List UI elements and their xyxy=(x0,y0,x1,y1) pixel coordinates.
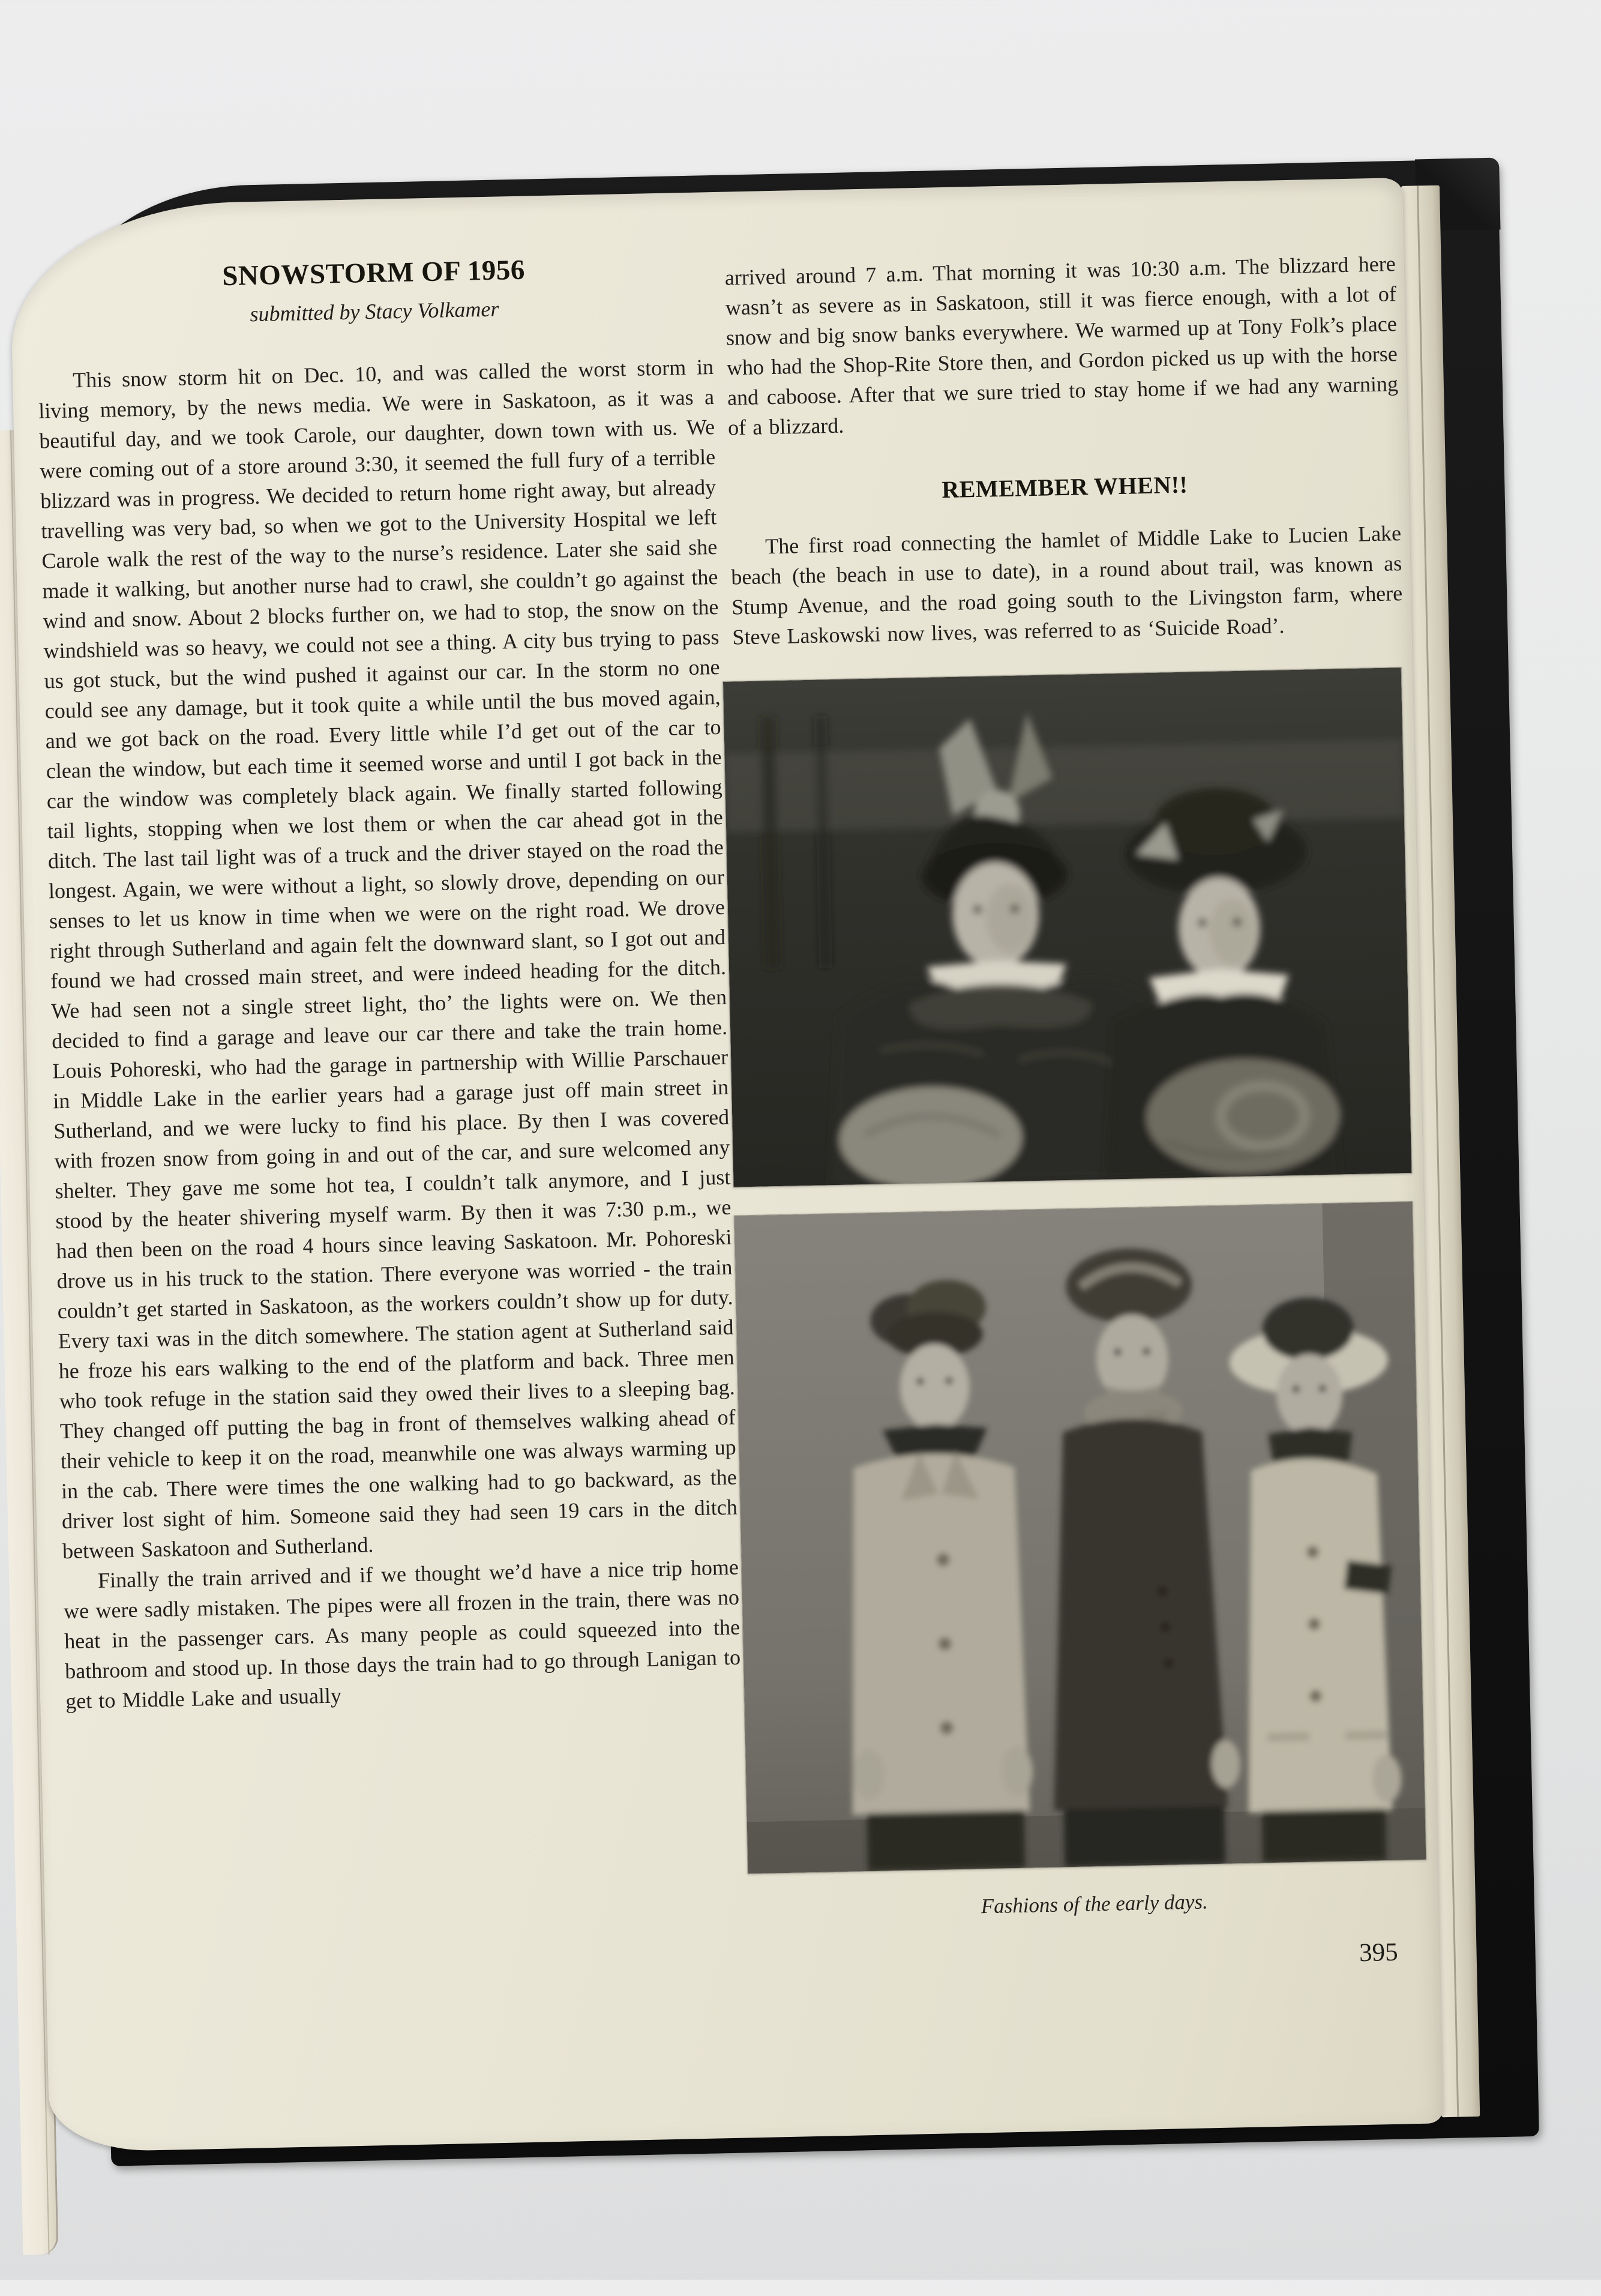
left-column xyxy=(35,250,741,1716)
book-page xyxy=(9,178,1443,2153)
right-column xyxy=(724,249,1431,1980)
photo-caption: Fashions of the early days. xyxy=(981,1890,1209,1918)
two-women-fur-coats-photo xyxy=(722,667,1412,1188)
byline: submitted by Stacy Volkamer xyxy=(250,297,499,327)
three-women-coats-photo xyxy=(734,1201,1427,1874)
body-paragraph: Finally the train arrived and if we thought we’d have a nice trip home we were sadly mistaken. The pipes were all frozen in the train, there was no heat in the passenger cars. As many people as could squeezed into the bathroom and stood up. In those days the train had to go through Lanigan to get to Middle Lake and usually xyxy=(63,1555,741,1714)
section-heading: REMEMBER WHEN!! xyxy=(941,471,1188,504)
body-paragraph: The first road connecting the hamlet of Middle Lake to Lucien Lake beach (the beach in use to date), in a round about trail, was known as Stump Avenue, and the road going south to the Livingston farm, where Steve Laskowski now lives, was referred to as ‘Suicide Road’. xyxy=(730,521,1403,649)
page-number: 395 xyxy=(1359,1938,1399,1968)
body-paragraph-continuation: arrived around 7 a.m. That morning it was 10:30 a.m. The blizzard here wasn’t as severe as in Saskatoon, still it was fierce enough, with a lot of snow and big snow banks everywhere. We warmed up at Tony Folk’s place who had the Shop-Rite Store then, and Gordon picked us up with the horse and caboose. After that we sure tried to stay home if we had any warning of a blizzard. xyxy=(724,252,1399,440)
page-title: SNOWSTORM OF 1956 xyxy=(221,254,526,292)
body-paragraph: This snow storm hit on Dec. 10, and was called the worst storm in living memory, by the news media. We were in Saskatoon, as it was a beautiful day, and we took Carole, our daughter, down town with us. We were coming out of a store around 3:30, it seemed the full fury of a terrible blizzard was in progress. We decided to return home right away, but already travelling was very bad, so when we got to the University Hospital we left Carole walk the rest of the way to the nurse’s residence. Later she said she made it walking, but another nurse had to crawl, she couldn’t go against the wind and snow. About 2 blocks further on, we had to stop, the snow on the windshield was so heavy, we could not see a thing. A city bus trying to pass us got stuck, but the wind pushed it against our car. In the storm no one could see any damage, but it took quite a while until the bus moved again, and we got back on the road. Every little while I’d get out of the car to clean the window, but each time it seemed worse and until I got back in the car the window was completely black again. We finally started following tail lights, stopping when we lost them or when the car ahead got in the ditch. The last tail light was of a truck and the driver stayed on the road the longest. Again, we were without a light, so slowly drove, depending on our senses to let us know in time when we were on the right road. We drove right through Sutherland and again felt the downward slant, so I got out and found we had crossed main street, and were indeed heading for the ditch. We had seen not a single street light, tho’ the lights were on. We then decided to find a garage and leave our car there and take the train home. Louis Pohoreski, who had the garage in partnership with Willie Parschauer in Middle Lake in the earlier years had a garage just off main street in Sutherland, and we were lucky to find his place. By then I was covered with frozen snow from going in and out of the car, and sure welcomed any shelter. They gave me some hot tea, I couldn’t talk anymore, and I just stood by the heater shivering myself warm. By then it was 7:30 p.m., we had then been on the road 4 hours since leaving Saskatoon. Mr. Pohoreski drove us in his truck to the station. There everyone was worried - the train couldn’t get started in Saskatoon, as the workers couldn’t show up for duty. Every taxi was in the ditch somewhere. The station agent at Sutherland said he froze his ears walking to the end of the platform and back. Three men who took refuge in the station said they owed their lives to a sleeping bag. They changed off putting the bag in front of themselves walking ahead of their vehicle to keep it on the road, meanwhile one was always warming up in the cab. There were times the one walking had to go backward, as the driver lost sight of him. Someone said they had seen 19 cars in the ditch between Saskatoon and Sutherland. xyxy=(38,355,738,1564)
